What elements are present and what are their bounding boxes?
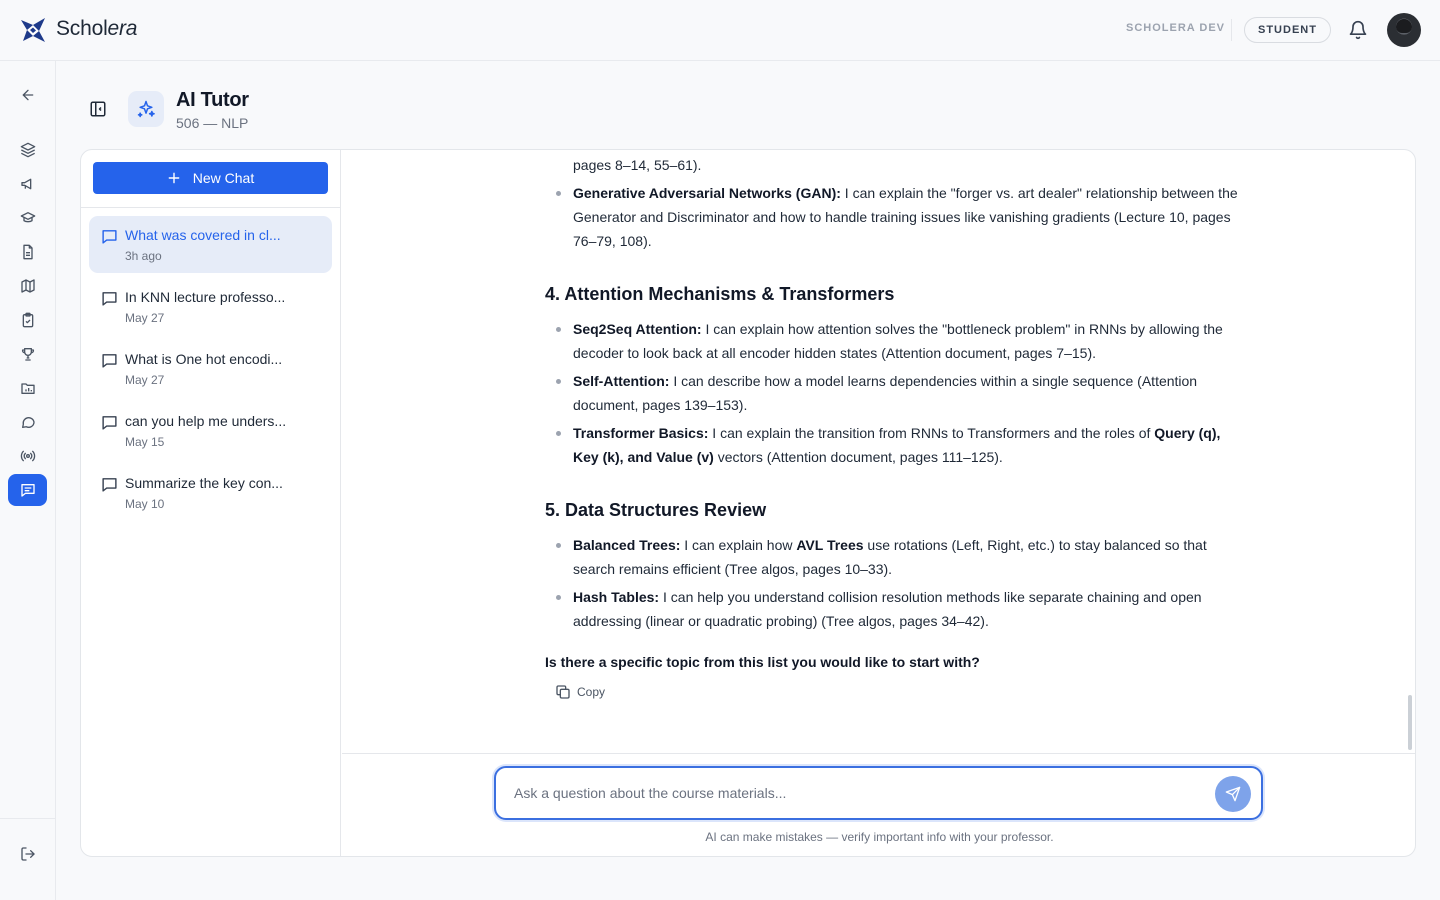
document-icon[interactable] [18,242,38,262]
message-square-icon[interactable] [8,474,47,506]
map-icon[interactable] [18,276,38,296]
bullet-list [545,317,1245,473]
left-nav-rail [0,61,56,900]
plus-icon [167,171,181,185]
folder-chart-icon[interactable] [18,378,38,398]
send-icon [1225,786,1241,802]
chat-history-item[interactable] [89,340,332,397]
chat-icon [101,352,118,369]
chat-icon [101,414,118,431]
divider [1231,19,1232,41]
list-item: Generative Adversarial Networks (GAN): I can explain the "forger vs. art dealer" relationship between the Generator and Discriminator and how to handle training issues like vanishing gradients (Lecture 10, pages 76–79, 108). [545,181,1245,253]
message-input[interactable] [514,782,1194,804]
scrollbar-thumb[interactable] [1408,695,1412,750]
section-heading: 4. Attention Mechanisms & Transformers [545,284,895,304]
chat-timestamp: 3h ago [125,249,162,263]
new-chat-label: New Chat [192,170,255,186]
chat-timestamp: May 10 [125,497,165,511]
graduation-cap-icon[interactable] [18,208,38,228]
layers-icon[interactable] [18,140,38,160]
top-bar [0,0,1440,61]
list-item: Seq2Seq Attention: I can explain how attention solves the "bottleneck problem" in RNNs by allowing the decoder to look back at all encoder hidden states (Attention document, pages 7–15). [545,317,1245,365]
user-avatar[interactable] [1387,13,1421,47]
clipboard-check-icon[interactable] [18,310,38,330]
chat-title: What is One hot encodi... [125,351,283,367]
chat-history-item[interactable] [89,216,332,273]
ai-disclaimer: AI can make mistakes — verify important info with your professor. [705,830,1054,844]
chat-history-item[interactable] [89,278,332,335]
chat-title: In KNN lecture professo... [125,289,286,305]
list-item: Hash Tables: I can help you understand collision resolution methods like separate chaining and open addressing (linear or quadratic probing) (Tree algos, pages 34–42). [545,585,1245,633]
chat-title: What was covered in cl... [125,227,281,243]
chat-bubble-icon[interactable] [18,412,38,432]
message-composer [494,766,1263,820]
conversation-area [342,150,1416,753]
megaphone-icon[interactable] [18,174,38,194]
copy-icon [555,684,571,700]
sidebar-toggle-icon[interactable] [89,100,107,118]
list-item: Balanced Trees: I can explain how AVL Trees use rotations (Left, Right, etc.) to stay balanced so that search remains efficient (Tree algos, pages 10–33). [545,533,1245,581]
rail-divider [0,818,56,819]
new-chat-button[interactable] [93,162,328,194]
role-badge[interactable]: STUDENT [1244,17,1331,43]
chat-history-item[interactable] [89,402,332,459]
chat-icon [101,476,118,493]
tutor-panel [80,149,1416,857]
list-item: Transformer Basics: I can explain the transition from RNNs to Transformers and the roles of Query (q), Key (k), and Value (v) vectors (Attention document, pages 111–125). [545,421,1245,469]
closing-question: Is there a specific topic from this list you would like to start with? [545,654,980,670]
chat-timestamp: May 27 [125,311,165,325]
chat-icon [101,228,118,245]
composer-area [342,753,1416,857]
send-button[interactable] [1215,776,1251,812]
chat-history-item[interactable] [89,464,332,521]
divider [81,207,341,208]
app-name: Scholera [56,17,138,40]
chat-title: Summarize the key con... [125,475,283,491]
trophy-icon[interactable] [18,344,38,364]
course-subtitle: 506 — NLP [176,115,249,131]
chat-timestamp: May 15 [125,435,165,449]
bullet-list [545,181,1245,257]
bullet-list [545,533,1245,637]
page-title: AI Tutor [176,89,249,111]
app-logo[interactable] [18,14,137,44]
chat-title: can you help me unders... [125,413,287,429]
back-arrow-icon[interactable] [18,85,38,105]
bell-icon[interactable] [1348,20,1368,40]
chat-timestamp: May 27 [125,373,165,387]
environment-label: SCHOLERA DEV [1126,22,1225,34]
section-heading: 5. Data Structures Review [545,500,767,520]
logout-icon[interactable] [18,844,38,864]
copy-button[interactable] [555,680,605,704]
chat-icon [101,290,118,307]
list-item: Self-Attention: I can describe how a model learns dependencies within a single sequence (Attention document, pages 139–153). [545,369,1245,417]
sparkles-icon [128,91,164,127]
chat-history-sidebar [81,150,341,857]
copy-label: Copy [577,685,606,699]
broadcast-icon[interactable] [18,446,38,466]
scholera-logo-icon [18,14,48,44]
message-text-fragment: pages 8–14, 55–61). [573,157,702,173]
